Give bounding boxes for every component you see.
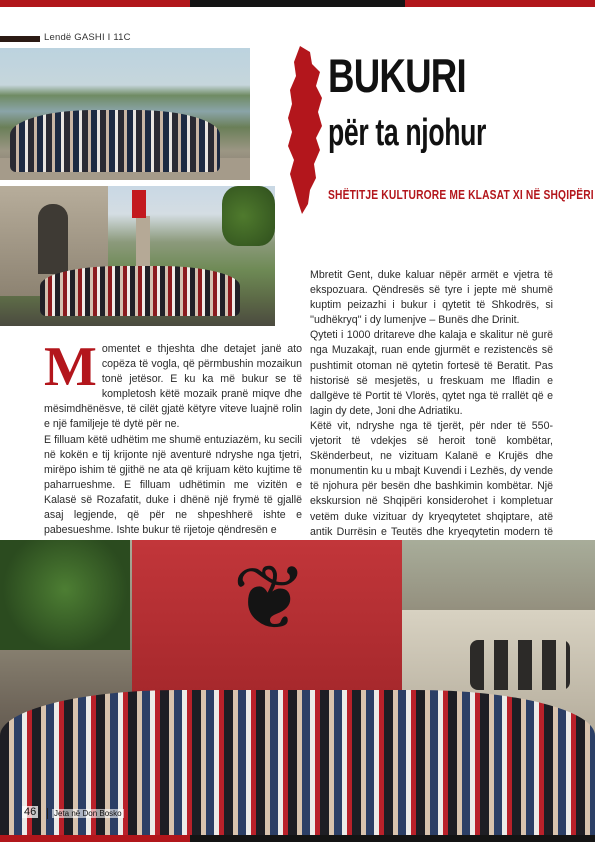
magazine-name: Jeta në Don Bosko [54, 809, 122, 818]
footer-divider [47, 808, 48, 819]
paragraph-text: Këtë vit, ndryshe nga të tjerët, për nder të 550-vjetorit të vdekjes së heroit tonë kombëtar, Skënderbeut, ne vizituam Kalanë e Krujës dhe monumentin ku u mbajt Kuvendi i Lezhës, dy vende të njohura për besën dhe bashkimin kombëtar. Një ekskursion në Shqipëri konsiderohet i kompletuar vetëm duke vizituar dy kryeqytetet shqiptare, atë antik Durrësin e Teutës dhe kryeqytetin modern të [310, 419, 553, 538]
photo-group-people [40, 266, 240, 316]
photo-group-people [0, 690, 595, 842]
article-subtitle: për ta njohur [328, 112, 487, 154]
page-number: 46 [24, 806, 37, 818]
paragraph-text: omentet e thjeshta dhe detajet janë ato copëza të vogla, që përmbushin mozaikun tonë jetësor. E ku ka më bukur se të kompletosh këtë mozaik pranë miqve dhe mësimdhënësve, të cilët gjatë këtyre viteve luajnë rolin e një familjeje të dytë për ne. [44, 343, 302, 431]
group-photo-monument [0, 186, 275, 326]
paragraph: Mbretit Gent, duke kaluar nëpër armët e vjetra të ekspozuara. Qëndresës së tyre i jepte më shumë kuptim peizazhi i bukur i qytetit të Shkodrës, si ''udhëkryq'' i dy lumenjve – Bunës dhe Drinit. [310, 269, 553, 327]
flag-icon [132, 190, 146, 218]
group-photo-lake-view [0, 48, 250, 180]
article-kicker: SHËTITJE KULTURORE ME KLASAT XI NË SHQIPËRI [328, 188, 594, 202]
photo-group-people [10, 110, 220, 172]
top-rule-accent-right [405, 0, 595, 7]
group-photo-kruja-castle [0, 540, 595, 842]
albania-map-icon [286, 46, 324, 214]
article-title: BUKURI [328, 49, 466, 102]
author-marker [0, 36, 40, 42]
paragraph [44, 336, 302, 433]
text-column-left [44, 336, 302, 538]
top-rule-accent-left [0, 0, 190, 7]
drop-cap: M [44, 336, 97, 398]
bottom-rule-accent [0, 835, 190, 842]
paragraph: E filluam këtë udhëtim me shumë entuziazëm, ku secili në kokën e tij krijonte një aventurë ndryshe nga tjetri, mirëpo ishim të gjithë ne ata që krijuam këto kujtime të paharrueshme. E filluam udhëtimin me vizitën e Kalasë së Rozafatit, duke i dhënë një frymë të gjallë asaj legjende, që për ne shpeshherë ishte e pabesueshme. Ishte bukur të rijetoje qëndresën e [44, 433, 302, 537]
paragraph: Qyteti i 1000 dritareve dhe kalaja e skalitur në gurë nga Muzakajt, ruan ende gjurmët e rezistencës së pushtimit otoman në qytetin fortesë të Beratit. Pas historisë së mesjetës, u freskuam me lfladin e dallgëve të Portit të Vlorës, qytet nga të rrallët që e lagin dy dete, Joni dhe Adriatiku. [310, 329, 553, 417]
author-byline: Lendë GASHI I 11C [44, 32, 131, 43]
double-headed-eagle-icon: ❦ [232, 549, 308, 649]
